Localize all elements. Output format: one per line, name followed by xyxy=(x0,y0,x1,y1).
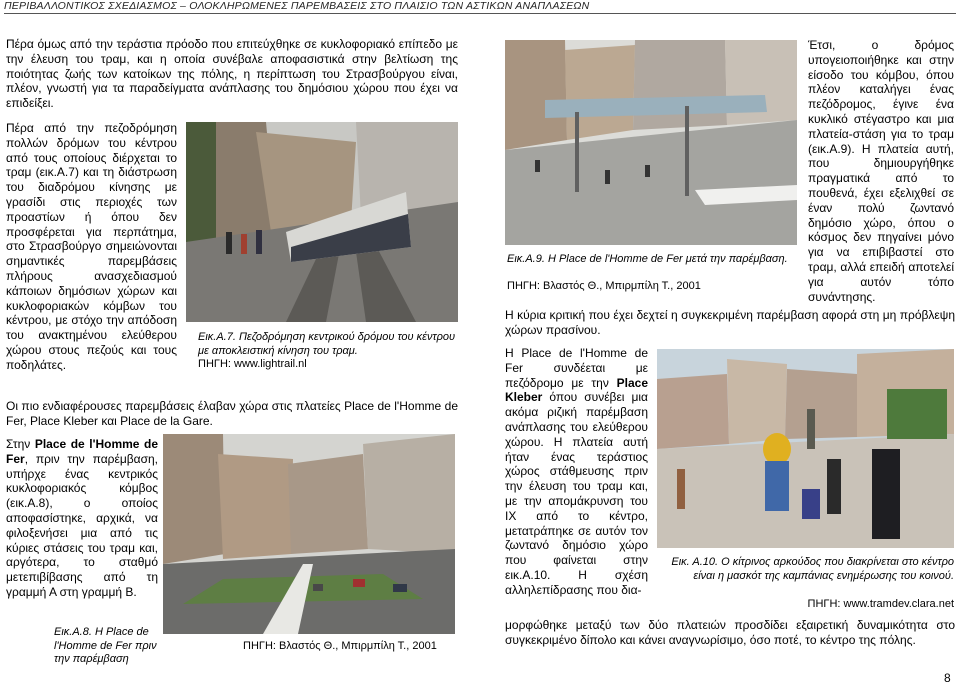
kleber-bold: Place Kleber xyxy=(505,375,648,405)
figure-a10-caption: Εικ. Α.10. Ο κίτρινος αρκούδος που διακρίνεται στο κέντρο είναι η μασκότ της καμπάνιας ενημέρωσης του κοινού. xyxy=(671,556,954,582)
squares-paragraph: Οι πιο ενδιαφέρουσες παρεμβάσεις έλαβαν χώρα στις πλατείες Place de l'Homme de Fer, Place Kleber και Place de la Gare. xyxy=(6,399,458,428)
figure-a9-source: ΠΗΓΗ: Βλαστός Θ., Μπιρμπίλη Τ., 2001 xyxy=(507,280,701,292)
figure-a10-place-kleber-photo xyxy=(657,349,954,548)
figure-a10-source: ΠΗΓΗ: www.tramdev.clara.net xyxy=(807,598,954,610)
running-header: ΠΕΡΙΒΑΛΛΟΝΤΙΚΟΣ ΣΧΕΔΙΑΣΜΟΣ – ΟΛΟΚΛΗΡΩΜΕΝΕΣ ΠΑΡΕΜΒΑΣΕΙΣ ΣΤΟ ΠΛΑΙΣΙΟ ΤΩΝ ΑΣΤΙΚΩΝ ΑΝΑΠΛΑΣΕΩΝ xyxy=(4,0,956,14)
pedestrian-paragraph: Πέρα από την πεζοδρόμηση πολλών δρόμων του κέντρου από τους οποίους διέρχεται το τραμ (εικ.Α.7) και τη διάστρωση του διαδρόμου κίνησης με γρασίδι στις περιοχές των προαστίων ή όπου δεν προσφέρεται για περπάτημα, στο Στρασβούργο σημειώνονται σημαντικές παρεμβάσεις πλήρους ανασχεδιασμού κάποιων δημόσιων χώρων και κυκλοφοριακών κόμβων του κέντρου, με στόχο την απόδοση του ανακτημένου ελεύθερου χώρου στους πεζούς και τους ποδηλάτες. xyxy=(6,121,177,372)
homme-bold: Place de l'Homme de Fer xyxy=(6,437,158,466)
homme-prefix: Στην xyxy=(6,437,35,451)
homme-de-fer-paragraph xyxy=(6,437,158,600)
kleber-part1: H Place de l'Homme de Fer συνδέεται με πεζόδρομο με την xyxy=(505,346,648,390)
homme-rest: , πριν την παρέμβαση, υπήρχε ένας κεντρικός κυκλοφοριακός κόμβος (εικ.Α.8), ο οποίος αποφασίστηκε, αρχικά, να φιλοξενήσει μια από τις κύριες στάσεις του τραμ και, αργότερα, το σταθμό μετεπιβίβασης από τη γραμμή Α στη γραμμή Β. xyxy=(6,451,158,599)
place-kleber-paragraph xyxy=(505,346,648,598)
intro-paragraph: Πέρα όμως από την τεράστια πρόοδο που επιτεύχθηκε σε κυκλοφοριακό επίπεδο με την έλευση του τραμ, και η οποία συνέβαλε αποφασιστικά στην βελτίωση της ποιότητας ζωής των κατοίκων της πόλης, η περίπτωση του Στρασβούργου είναι, πλέον, γνωστή για τα παραδείγματα ανάπλασης του δημόσιου χώρου που έχει να επιδείξει. xyxy=(6,37,458,111)
page-number: 8 xyxy=(944,671,951,685)
figure-a7-caption: Εικ.Α.7. Πεζοδρόμηση κεντρικού δρόμου του κέντρου με αποκλειστική κίνηση του τραμ. xyxy=(198,331,456,357)
figure-a9-caption: Εικ.Α.9. H Place de l'Homme de Fer μετά την παρέμβαση. xyxy=(507,253,788,265)
criticism-paragraph: Η κύρια κριτική που έχει δεχτεί η συγκεκριμένη παρέμβαση αφορά στη μη πρόβλεψη χώρων πρασίνου. xyxy=(505,308,955,337)
closing-paragraph: μορφώθηκε μεταξύ των δύο πλατειών προσδίδει εξαιρετική δυναμικότητα στο συγκεκριμένο δίπολο και κάνει αναγνωρίσιμο, όσο ποτέ, το κέντρο της πόλης. xyxy=(505,618,955,647)
figure-a8-source: ΠΗΓΗ: Βλαστός Θ., Μπιρμπίλη Τ., 2001 xyxy=(243,640,437,652)
after-intervention-paragraph: Έτσι, ο δρόμος υπογειοποιήθηκε και στην είσοδο του κόμβου, όπου πλέον καταλήγει ένας πεζόδρομος, έγινε ένα κυκλικό στέγαστρο και μια πλατεία-στάση για το τραμ (εικ.Α.9). Η πλατεία αυτή, που δημιουργήθηκε πραγματικά από το πουθενά, έχει εξελιχθεί σε έναν πολύ ζωντανό δημόσιο χώρο, όπου ο κόσμος δεν πηγαίνει μόνο για να επιβιβαστεί στο τραμ, αλλά επειδή αποτελεί για αυτόν τόπο συνάντησης. xyxy=(808,38,954,304)
figure-a8-square-before-photo xyxy=(163,434,455,634)
figure-a9-square-after-photo xyxy=(505,40,797,245)
kleber-part2: όπου συνέβει μια ακόμα ριζική παρέμβαση ανάπλασης του ελεύθερου χώρου. Η πλατεία αυτή ήταν ένας τεράστιος χώρος στάθμευσης πριν την έλευση του τραμ και, με την απομάκρυνση του ΙΧ από το κέντρο, μετατράπηκε σε αυτόν τον ζωντανό δημόσιο χώρο που φαίνεται στην εικ.Α.10. Η σχέση αλληλεπίδρασης που δια- xyxy=(505,390,648,597)
figure-a7-tram-photo xyxy=(186,122,458,322)
figure-a7-source: ΠΗΓΗ: www.lightrail.nl xyxy=(198,358,307,370)
figure-a8-caption: Εικ.Α.8. H Place de l'Homme de Fer πριν την παρέμβαση xyxy=(54,626,157,666)
